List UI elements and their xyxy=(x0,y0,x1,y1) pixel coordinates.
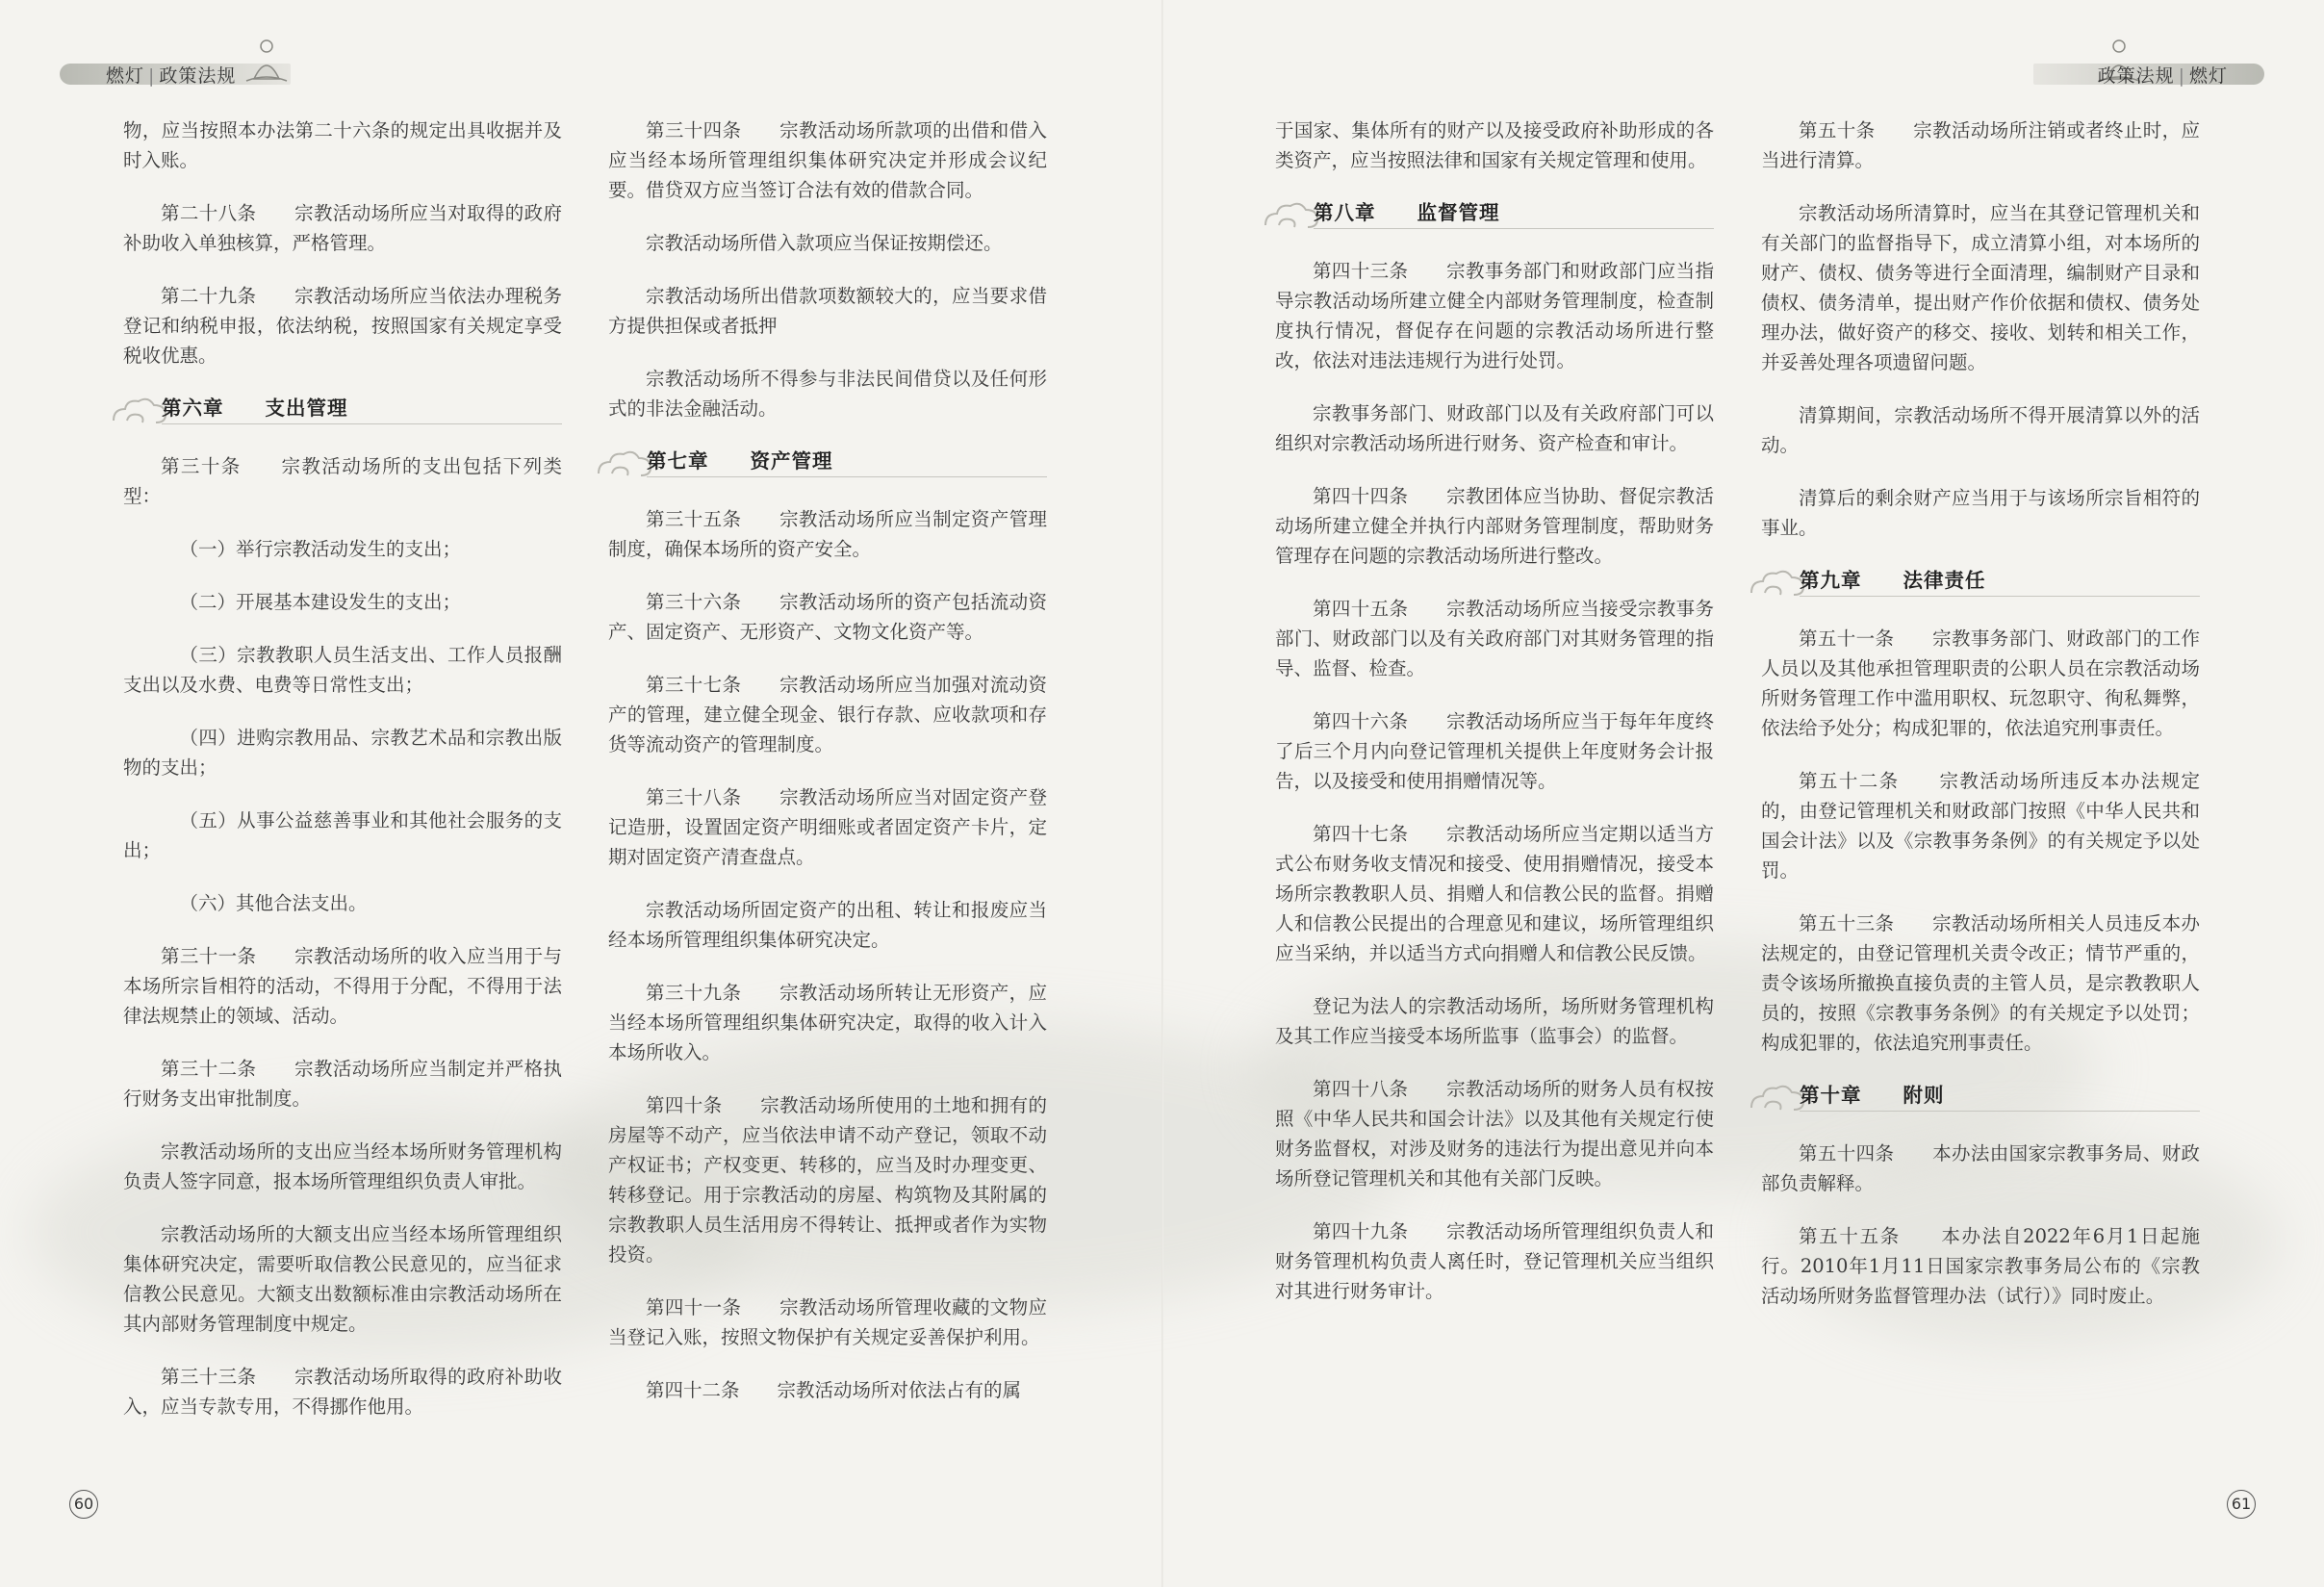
paragraph: 清算后的剩余财产应当用于与该场所宗旨相符的事业。 xyxy=(1761,487,2200,539)
article-51: 第五十一条 宗教事务部门、财政部门的工作人员以及其他承担管理职责的公职人员在宗教活动场所财务管理工作中滥用职权、玩忽职守、徇私舞弊，依法给予处分；构成犯罪的，依法追究刑事责任。 xyxy=(1761,627,2200,739)
list-item: （四）进购宗教用品、宗教艺术品和宗教出版物的支出； xyxy=(123,727,562,779)
article-49: 第四十九条 宗教活动场所管理组织负责人和财务管理机构负责人离任时，登记管理机关应当组织对其进行财务审计。 xyxy=(1275,1220,1714,1302)
chapter-10-title: 第十章 附则 xyxy=(1800,1084,1945,1107)
chapter-9-title: 第九章 法律责任 xyxy=(1800,569,1986,592)
text-column-3 xyxy=(1275,115,1714,1329)
header-section-name: 政策法规 xyxy=(159,65,237,87)
article-40: 第四十条 宗教活动场所使用的土地和拥有的房屋等不动产，应当依法申请不动产登记，领取不动产权证书；产权变更、转移的，应当及时办理变更、转移登记。用于宗教活动的房屋、构筑物及其附属的宗教教职人员生活用房不得转让、抵押或者作为实物投资。 xyxy=(608,1094,1047,1266)
paragraph: 登记为法人的宗教活动场所，场所财务管理机构及其工作应当接受本场所监事（监事会）的监督。 xyxy=(1275,995,1714,1047)
header-magazine-name: 燃灯 xyxy=(106,65,145,87)
article-44: 第四十四条 宗教团体应当协助、督促宗教活动场所建立健全并执行内部财务管理制度，帮助财务管理存在问题的宗教活动场所进行整改。 xyxy=(1275,485,1714,567)
article-38: 第三十八条 宗教活动场所应当对固定资产登记造册，设置固定资产明细账或者固定资产卡片，定期对固定资产清查盘点。 xyxy=(608,786,1047,868)
paragraph: 宗教活动场所借入款项应当保证按期偿还。 xyxy=(646,232,1003,254)
header-left xyxy=(106,62,236,88)
article-50: 第五十条 宗教活动场所注销或者终止时，应当进行清算。 xyxy=(1761,119,2200,171)
article-32: 第三十二条 宗教活动场所应当制定并严格执行财务支出审批制度。 xyxy=(123,1058,562,1110)
article-42: 第四十二条 宗教活动场所对依法占有的属 xyxy=(646,1379,1022,1401)
list-item: （六）其他合法支出。 xyxy=(179,892,368,914)
paragraph: 宗教活动场所清算时，应当在其登记管理机关和有关部门的监督指导下，成立清算小组，对本场所的财产、债权、债务等进行全面清理，编制财产目录和债权、债务清单，提出财产作价依据和债权、债务处理办法，做好资产的移交、接收、划转和相关工作，并妥善处理各项遗留问题。 xyxy=(1761,202,2200,373)
header-magazine-name: 燃灯 xyxy=(2188,65,2228,87)
article-47: 第四十七条 宗教活动场所应当定期以适当方式公布财务收支情况和接受、使用捐赠情况，接受本场所宗教教职人员、捐赠人和信教公民的监督。捐赠人和信教公民提出的合理意见和建议，场所管理组织应当采纳，并以适当方式向捐赠人和信教公民反馈。 xyxy=(1275,823,1714,964)
article-41: 第四十一条 宗教活动场所管理收藏的文物应当登记入账，按照文物保护有关规定妥善保护利用。 xyxy=(608,1296,1047,1348)
header-separator: | xyxy=(148,65,156,87)
paragraph: 宗教活动场所不得参与非法民间借贷以及任何形式的非法金融活动。 xyxy=(608,368,1047,420)
paragraph: 清算期间，宗教活动场所不得开展清算以外的活动。 xyxy=(1761,404,2200,456)
chapter-heading xyxy=(123,394,562,426)
chapter-heading xyxy=(1275,198,1714,231)
article-43: 第四十三条 宗教事务部门和财政部门应当指导宗教活动场所建立健全内部财务管理制度，检查制度执行情况，督促存在问题的宗教活动场所进行整改，依法对违法违规行为进行处罚。 xyxy=(1275,260,1714,371)
paragraph: 物，应当按照本办法第二十六条的规定出具收据并及时入账。 xyxy=(123,119,562,171)
paragraph: 宗教活动场所的支出应当经本场所财务管理机构负责人签字同意，报本场所管理组织负责人审批。 xyxy=(123,1140,562,1192)
paragraph: 宗教活动场所固定资产的出租、转让和报废应当经本场所管理组织集体研究决定。 xyxy=(608,899,1047,951)
page-number-right: 61 xyxy=(2227,1490,2256,1519)
article-45: 第四十五条 宗教活动场所应当接受宗教事务部门、财政部门以及有关政府部门对其财务管理的指导、监督、检查。 xyxy=(1275,598,1714,679)
article-31: 第三十一条 宗教活动场所的收入应当用于与本场所宗旨相符的活动，不得用于分配，不得用于法律法规禁止的领域、活动。 xyxy=(123,945,562,1027)
article-28: 第二十八条 宗教活动场所应当对取得的政府补助收入单独核算，严格管理。 xyxy=(123,202,562,254)
chapter-rule xyxy=(1800,1111,2200,1112)
list-item: （一）举行宗教活动发生的支出； xyxy=(179,538,462,560)
article-39: 第三十九条 宗教活动场所转让无形资产，应当经本场所管理组织集体研究决定，取得的收入计入本场所收入。 xyxy=(608,982,1047,1063)
lotus-figure-icon xyxy=(244,35,289,85)
chapter-heading xyxy=(608,447,1047,479)
chapter-heading xyxy=(1761,566,2200,599)
article-37: 第三十七条 宗教活动场所应当加强对流动资产的管理，建立健全现金、银行存款、应收款项和存货等流动资产的管理制度。 xyxy=(608,674,1047,755)
paragraph: 宗教活动场所出借款项数额较大的，应当要求借方提供担保或者抵押 xyxy=(608,285,1047,337)
paragraph: 于国家、集体所有的财产以及接受政府补助形成的各类资产，应当按照法律和国家有关规定管理和使用。 xyxy=(1275,119,1714,171)
article-53: 第五十三条 宗教活动场所相关人员违反本办法规定的，由登记管理机关责令改正；情节严重的，责令该场所撤换直接负责的主管人员，是宗教教职人员的，按照《宗教事务条例》的有关规定予以处罚；构成犯罪的，依法追究刑事责任。 xyxy=(1761,912,2200,1054)
article-30: 第三十条 宗教活动场所的支出包括下列类型： xyxy=(123,455,562,507)
header-separator: | xyxy=(2178,65,2185,87)
article-36: 第三十六条 宗教活动场所的资产包括流动资产、固定资产、无形资产、文物文化资产等。 xyxy=(608,591,1047,643)
chapter-rule xyxy=(1314,228,1714,229)
paragraph: 宗教事务部门、财政部门以及有关政府部门可以组织对宗教活动场所进行财务、资产检查和审计。 xyxy=(1275,402,1714,454)
chapter-8-title: 第八章 监督管理 xyxy=(1314,201,1500,224)
article-46: 第四十六条 宗教活动场所应当于每年年度终了后三个月内向登记管理机关提供上年度财务会计报告，以及接受和使用捐赠情况等。 xyxy=(1275,710,1714,792)
text-column-2 xyxy=(608,115,1047,1428)
article-48: 第四十八条 宗教活动场所的财务人员有权按照《中华人民共和国会计法》以及其他有关规定行使财务监督权，对涉及财务的违法行为提出意见并向本场所登记管理机关和其他有关部门反映。 xyxy=(1275,1078,1714,1190)
page-number-left: 60 xyxy=(69,1490,98,1519)
chapter-heading xyxy=(1761,1081,2200,1113)
list-item: （五）从事公益慈善事业和其他社会服务的支出； xyxy=(123,809,562,861)
article-33: 第三十三条 宗教活动场所取得的政府补助收入，应当专款专用，不得挪作他用。 xyxy=(123,1366,562,1418)
article-54: 第五十四条 本办法由国家宗教事务局、财政部负责解释。 xyxy=(1761,1142,2200,1194)
text-column-4 xyxy=(1761,115,2200,1334)
list-item: （三）宗教教职人员生活支出、工作人员报酬支出以及水费、电费等日常性支出； xyxy=(123,644,562,696)
paragraph: 宗教活动场所的大额支出应当经本场所管理组织集体研究决定，需要听取信教公民意见的，应当征求信教公民意见。大额支出数额标准由宗教活动场所在其内部财务管理制度中规定。 xyxy=(123,1223,562,1335)
header-section-name: 政策法规 xyxy=(2097,65,2175,87)
article-29: 第二十九条 宗教活动场所应当依法办理税务登记和纳税申报，依法纳税，按照国家有关规定享受税收优惠。 xyxy=(123,285,562,367)
header-right xyxy=(2098,62,2228,88)
chapter-rule xyxy=(647,476,1047,477)
article-35: 第三十五条 宗教活动场所应当制定资产管理制度，确保本场所的资产安全。 xyxy=(608,508,1047,560)
article-55: 第五十五条 本办法自2022年6月1日起施行。2010年1月11日国家宗教事务局公布的《宗教活动场所财务监督管理办法（试行）》同时废止。 xyxy=(1761,1225,2200,1307)
text-column-1 xyxy=(123,115,562,1445)
chapter-rule xyxy=(1800,596,2200,597)
article-34: 第三十四条 宗教活动场所款项的出借和借入应当经本场所管理组织集体研究决定并形成会议纪要。借贷双方应当签订合法有效的借款合同。 xyxy=(608,119,1047,201)
article-52: 第五十二条 宗教活动场所违反本办法规定的，由登记管理机关和财政部门按照《中华人民共和国会计法》以及《宗教事务条例》的有关规定予以处罚。 xyxy=(1761,770,2200,882)
chapter-6-title: 第六章 支出管理 xyxy=(162,397,348,420)
chapter-7-title: 第七章 资产管理 xyxy=(647,449,833,473)
chapter-rule xyxy=(162,423,562,424)
page-gutter xyxy=(1162,0,1163,1587)
list-item: （二）开展基本建设发生的支出； xyxy=(179,591,462,613)
